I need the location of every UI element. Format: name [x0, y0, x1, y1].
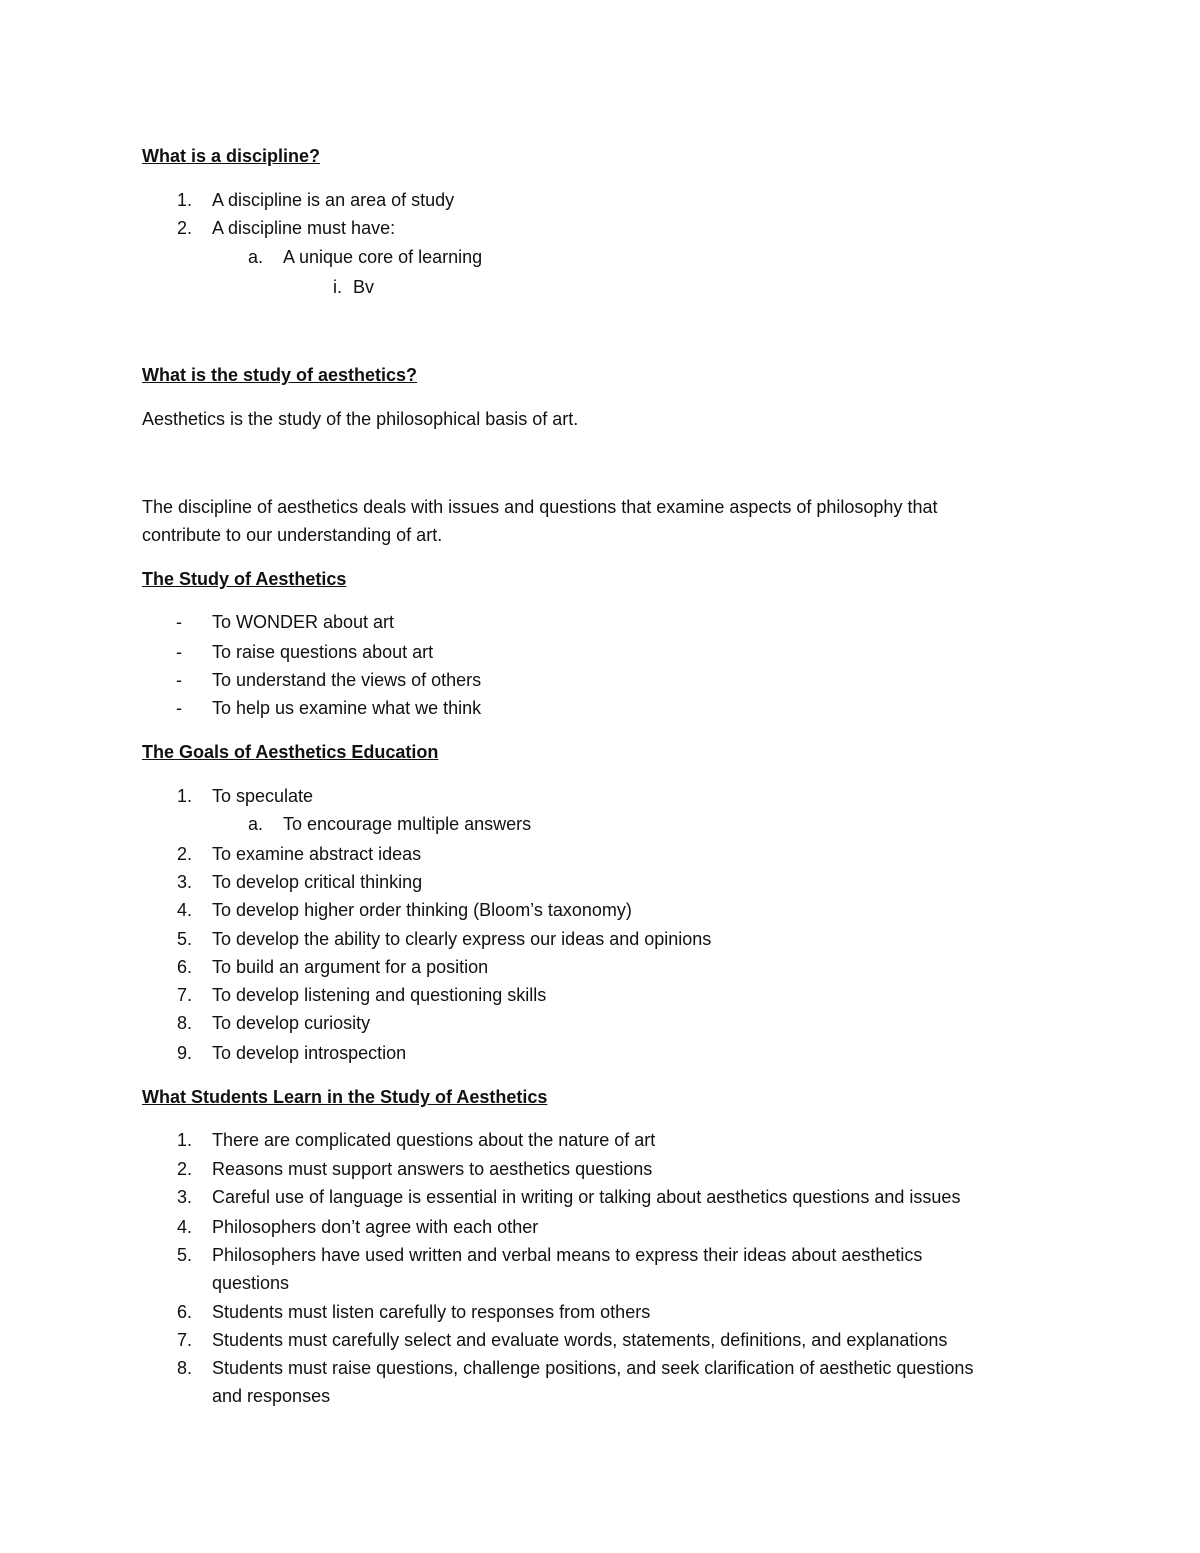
list-marker: 5.: [176, 929, 192, 949]
section-heading-study-of-aesthetics: The Study of Aesthetics: [142, 569, 347, 589]
list-item: To develop critical thinking: [212, 872, 423, 892]
list-item: Students must raise questions, challenge positions, and seek clarification of aesthetic questions: [212, 1358, 974, 1378]
list-marker: 7.: [176, 1330, 192, 1350]
list-item: A unique core of learning: [283, 247, 483, 267]
list-item: To develop listening and questioning skills: [212, 985, 547, 1005]
section-heading-what-students-learn: What Students Learn in the Study of Aesthetics: [142, 1087, 548, 1107]
list-item: Students must carefully select and evaluate words, statements, definitions, and explanations: [212, 1330, 948, 1350]
definition-text: Aesthetics is the study of the philosophical basis of art.: [142, 409, 579, 429]
list-item: Philosophers have used written and verbal means to express their ideas about aesthetics: [212, 1245, 923, 1265]
list-marker: 1.: [176, 1130, 192, 1150]
list-marker: -: [176, 698, 182, 718]
list-marker: 1.: [176, 786, 192, 806]
section-heading-study: What is the study of aesthetics?: [142, 365, 418, 385]
list-marker: 8.: [176, 1013, 192, 1033]
list-marker: -: [176, 670, 182, 690]
list-item: To develop curiosity: [212, 1013, 371, 1033]
list-item: There are complicated questions about the nature of art: [212, 1130, 656, 1150]
list-item: Reasons must support answers to aesthetics questions: [212, 1159, 653, 1179]
list-marker: 1.: [176, 190, 192, 210]
paragraph-line: contribute to our understanding of art.: [142, 525, 443, 545]
list-marker: 4.: [176, 900, 192, 920]
list-item: A discipline is an area of study: [212, 190, 455, 210]
list-item: Bv: [353, 277, 375, 297]
section-heading-discipline: What is a discipline?: [142, 146, 321, 166]
list-marker: 2.: [176, 218, 192, 238]
list-marker: 2.: [176, 1159, 192, 1179]
list-marker: -: [176, 612, 182, 632]
list-item: To understand the views of others: [212, 670, 482, 690]
list-item-continuation: and responses: [212, 1386, 331, 1406]
list-marker: i.: [333, 277, 342, 297]
list-marker: 5.: [176, 1245, 192, 1265]
list-marker: 9.: [176, 1043, 192, 1063]
list-marker: 4.: [176, 1217, 192, 1237]
list-item: A discipline must have:: [212, 218, 396, 238]
list-marker: 3.: [176, 1187, 192, 1207]
list-item: Philosophers don’t agree with each other: [212, 1217, 539, 1237]
list-marker: 6.: [176, 1302, 192, 1322]
list-marker: 7.: [176, 985, 192, 1005]
list-item: Students must listen carefully to responses from others: [212, 1302, 651, 1322]
list-item: To raise questions about art: [212, 642, 434, 662]
list-item: To develop introspection: [212, 1043, 407, 1063]
list-item: To help us examine what we think: [212, 698, 482, 718]
list-marker: a.: [248, 247, 264, 267]
paragraph-line: The discipline of aesthetics deals with issues and questions that examine aspects of philosophy that: [142, 497, 938, 517]
list-item: To build an argument for a position: [212, 957, 489, 977]
list-marker: 6.: [176, 957, 192, 977]
list-item: To develop higher order thinking (Bloom’s taxonomy): [212, 900, 632, 920]
list-item: Careful use of language is essential in writing or talking about aesthetics questions and issues: [212, 1187, 961, 1207]
section-heading-goals: The Goals of Aesthetics Education: [142, 742, 439, 762]
list-marker: 2.: [176, 844, 192, 864]
list-marker: -: [176, 642, 182, 662]
list-marker: a.: [248, 814, 264, 834]
list-item: To encourage multiple answers: [283, 814, 532, 834]
list-item: To develop the ability to clearly express our ideas and opinions: [212, 929, 712, 949]
list-item-continuation: questions: [212, 1273, 290, 1293]
list-item: To speculate: [212, 786, 314, 806]
list-marker: 3.: [176, 872, 192, 892]
list-marker: 8.: [176, 1358, 192, 1378]
list-item: To WONDER about art: [212, 612, 395, 632]
list-item: To examine abstract ideas: [212, 844, 422, 864]
